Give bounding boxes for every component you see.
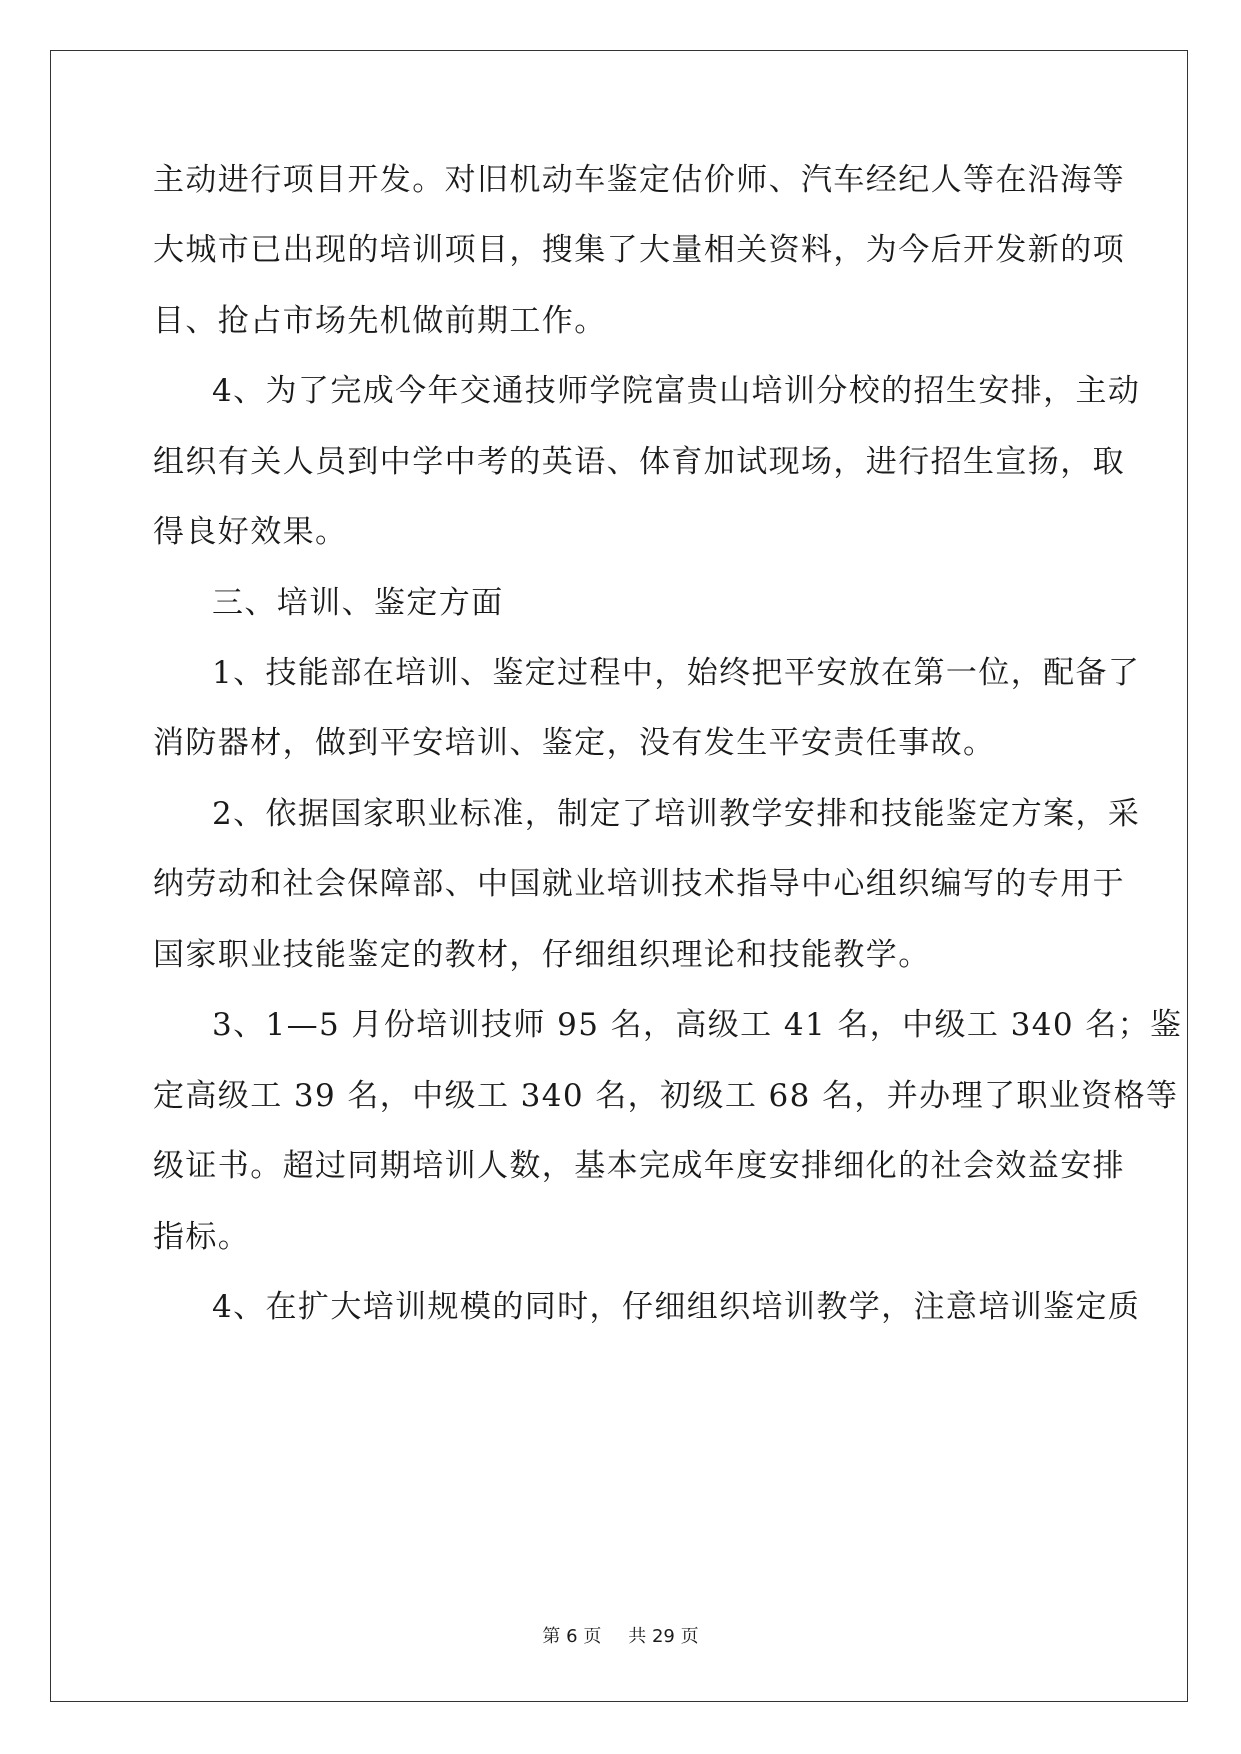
paragraph-first-line: 4、在扩大培训规模的同时，仔细组织培训教学，注意培训鉴定质: [212, 1289, 1141, 1325]
text-line: 目、抢占市场先机做前期工作。: [153, 303, 607, 339]
section-heading: 三、培训、鉴定方面: [212, 585, 504, 621]
text-line: 纳劳动和社会保障部、中国就业培训技术指导中心组织编写的专用于: [153, 866, 1125, 902]
text-line: 得良好效果。: [153, 514, 348, 550]
page-number: 第 6 页: [542, 1626, 602, 1647]
page-footer: [0, 1622, 1241, 1648]
text-line: 消防器材，做到平安培训、鉴定，没有发生平安责任事故。: [153, 725, 996, 761]
text-line: 级证书。超过同期培训人数，基本完成年度安排细化的社会效益安排: [153, 1148, 1125, 1184]
text-line: 指标。: [153, 1219, 251, 1255]
text-line: 大城市已出现的培训项目，搜集了大量相关资料，为今后开发新的项: [153, 232, 1125, 268]
total-pages: 共 29 页: [628, 1626, 699, 1647]
text-line: 国家职业技能鉴定的教材，仔细组织理论和技能教学。: [153, 937, 931, 973]
text-line: 组织有关人员到中学中考的英语、体育加试现场，进行招生宣扬，取: [153, 444, 1125, 480]
text-line: 主动进行项目开发。对旧机动车鉴定估价师、汽车经纪人等在沿海等: [153, 162, 1125, 198]
paragraph-first-line: 1、技能部在培训、鉴定过程中，始终把平安放在第一位，配备了: [212, 655, 1141, 691]
paragraph-first-line: 3、1—5 月份培训技师 95 名，高级工 41 名，中级工 340 名；鉴: [212, 1007, 1183, 1043]
paragraph-first-line: 2、依据国家职业标准，制定了培训教学安排和技能鉴定方案，采: [212, 796, 1141, 832]
paragraph-first-line: 4、为了完成今年交通技师学院富贵山培训分校的招生安排，主动: [212, 373, 1141, 409]
text-line: 定高级工 39 名，中级工 340 名，初级工 68 名，并办理了职业资格等: [153, 1078, 1179, 1114]
